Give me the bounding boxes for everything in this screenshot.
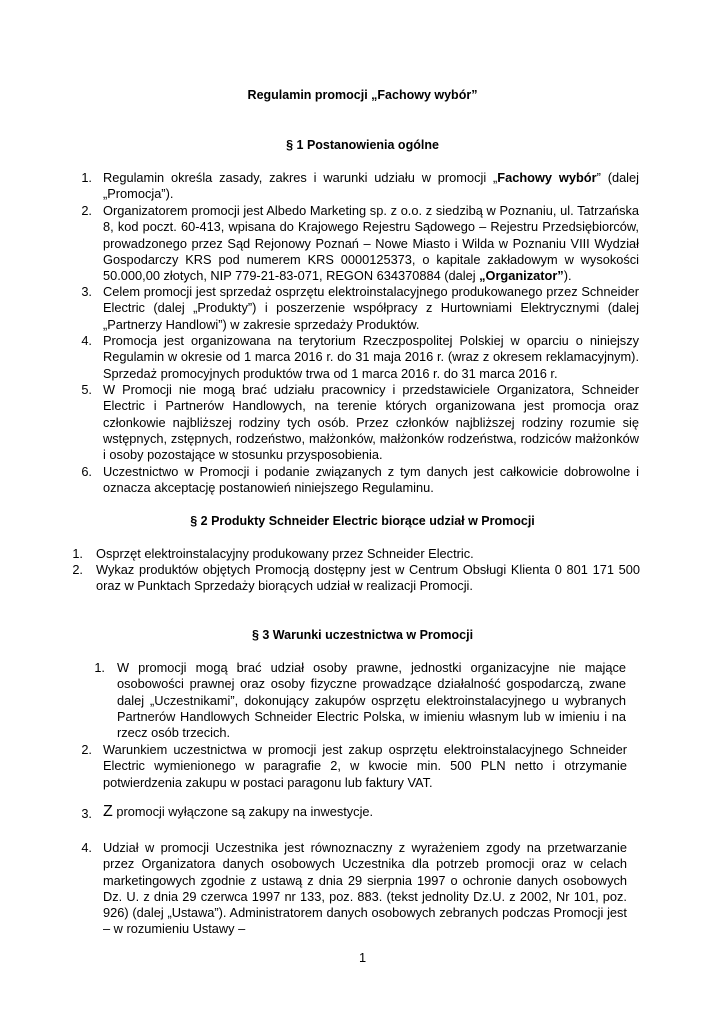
item-text: promocji wyłączone są zakupy na inwestycje. bbox=[112, 804, 374, 819]
page-number: 1 bbox=[358, 950, 367, 965]
list-number: 3. bbox=[81, 806, 92, 821]
list-item bbox=[103, 170, 639, 203]
list-number: 2. bbox=[81, 742, 92, 757]
item-text: ” (dalej „Promocja”). bbox=[103, 170, 639, 202]
list-item: Udział w promocji Uczestnika jest równoznaczny z wyrażeniem zgody na przetwarzanie przez Organizatora danych osobowych Uczestnika dla potrzeb promocji oraz w celach marketingowych zgodnie z ustawą z dnia 29 sierpnia 1997 o ochronie danych osobowych Dz. U. z dnia 29 czerwca 1997 nr 133, poz. 883. (tekst jednolity Dz.U. z 2002, Nr 101, poz. 926) (dalej „Ustawa”). Administratorem danych osobowych zebranych podczas Promocji jest – w rozumieniu Ustawy – bbox=[103, 840, 627, 937]
item-initial-letter: Z bbox=[103, 803, 113, 820]
list-number: 4. bbox=[81, 333, 92, 348]
list-item: Wykaz produktów objętych Promocją dostępny jest w Centrum Obsługi Klienta 0 801 171 500 oraz w Punktach Sprzedaży biorących udział w realizacji Promocji. bbox=[96, 562, 640, 594]
list-item: Uczestnictwo w Promocji i podanie związanych z tym danych jest całkowicie dobrowolne i oznacza akceptację postanowień niniejszego Regulaminu. bbox=[103, 464, 639, 496]
section-1-heading: § 1 Postanowienia ogólne bbox=[286, 138, 439, 152]
list-item: Celem promocji jest sprzedaż osprzętu elektroinstalacyjnego produkowanego przez Schneider Electric (dalej „Produkty”) i poszerzenie współpracy z Hurtowniami Elektrycznymi (dalej „Partnerzy Handlowi”) w zakresie sprzedaży Produktów. bbox=[103, 284, 639, 332]
list-number: 2. bbox=[81, 203, 92, 218]
list-item bbox=[103, 203, 639, 284]
list-number: 1. bbox=[81, 170, 92, 185]
list-item: W Promocji nie mogą brać udziału pracownicy i przedstawiciele Organizatora, Schneider Electric i Partnerów Handlowych, na terenie których organizowana jest promocja oraz członkowie najbliższej rodziny tych osób. Przez członków najbliższej rodziny rozumie się wstępnych, zstępnych, rodzeństwo, małżonków, małżonków rodzeństwa, rodziców małżonków i osoby pozostające w stosunku przysposobienia. bbox=[103, 382, 639, 463]
list-item: Warunkiem uczestnictwa w promocji jest zakup osprzętu elektroinstalacyjnego Schneider Electric wymienionego w paragrafie 2, w kwocie min. 500 PLN netto i otrzymanie potwierdzenia zakupu w postaci paragonu lub faktury VAT. bbox=[103, 742, 627, 790]
list-item bbox=[103, 804, 627, 820]
list-number: 6. bbox=[81, 464, 92, 479]
list-number: 5. bbox=[81, 382, 92, 397]
list-item: Osprzęt elektroinstalacyjny produkowany przez Schneider Electric. bbox=[96, 546, 474, 561]
section-3-heading: § 3 Warunki uczestnictwa w Promocji bbox=[251, 628, 474, 642]
list-number: 2. bbox=[72, 562, 83, 577]
list-item: W promocji mogą brać udział osoby prawne, jednostki organizacyjne nie mające osobowości prawnej oraz osoby fizyczne prowadzące działalność gospodarczą, zwane dalej „Uczestnikami”, dokonujący zakupów osprzętu elektroinstalacyjnego u wybranych Partnerów Handlowych Schneider Electric Polska, w imieniu własnym lub w imieniu i na rzecz osób trzecich. bbox=[117, 660, 626, 741]
item-bold-text: Fachowy wybór bbox=[497, 170, 597, 185]
list-number: 1. bbox=[94, 660, 105, 675]
item-text: Regulamin określa zasady, zakres i warunki udziału w promocji „ bbox=[103, 170, 498, 185]
list-item: Promocja jest organizowana na terytorium Rzeczpospolitej Polskiej w oparciu o niniejszy Regulamin w okresie od 1 marca 2016 r. do 31 maja 2016 r. (wraz z okresem reklamacyjnym). Sprzedaż promocyjnych produktów trwa od 1 marca 2016 r. do 31 marca 2016 r. bbox=[103, 333, 639, 381]
list-number: 4. bbox=[81, 840, 92, 855]
section-2-heading: § 2 Produkty Schneider Electric biorące udział w Promocji bbox=[190, 514, 535, 528]
list-number: 1. bbox=[72, 546, 83, 561]
list-number: 3. bbox=[81, 284, 92, 299]
document-title: Regulamin promocji „Fachowy wybór” bbox=[247, 88, 478, 102]
item-bold-text: „Organizator” bbox=[479, 268, 564, 284]
item-text: Organizatorem promocji jest Albedo Marketing sp. z o.o. z siedzibą w Poznaniu, ul. Tatrzańska 8, kod poczt. 60-413, wpisana do Krajowego Rejestru Sądowego – Rejestru Przedsiębiorców, prowadzonego przez Sąd Rejonowy Poznań – Nowe Miasto i Wilda w Poznaniu VIII Wydział Gospodarczy KRS pod numerem KRS 0000125373, o kapitale zakładowym w wysokości 50.000,00 złotych, NIP 779-21-83-071, REGON 634370884 (dalej bbox=[103, 203, 639, 284]
item-text: ). bbox=[563, 268, 572, 284]
